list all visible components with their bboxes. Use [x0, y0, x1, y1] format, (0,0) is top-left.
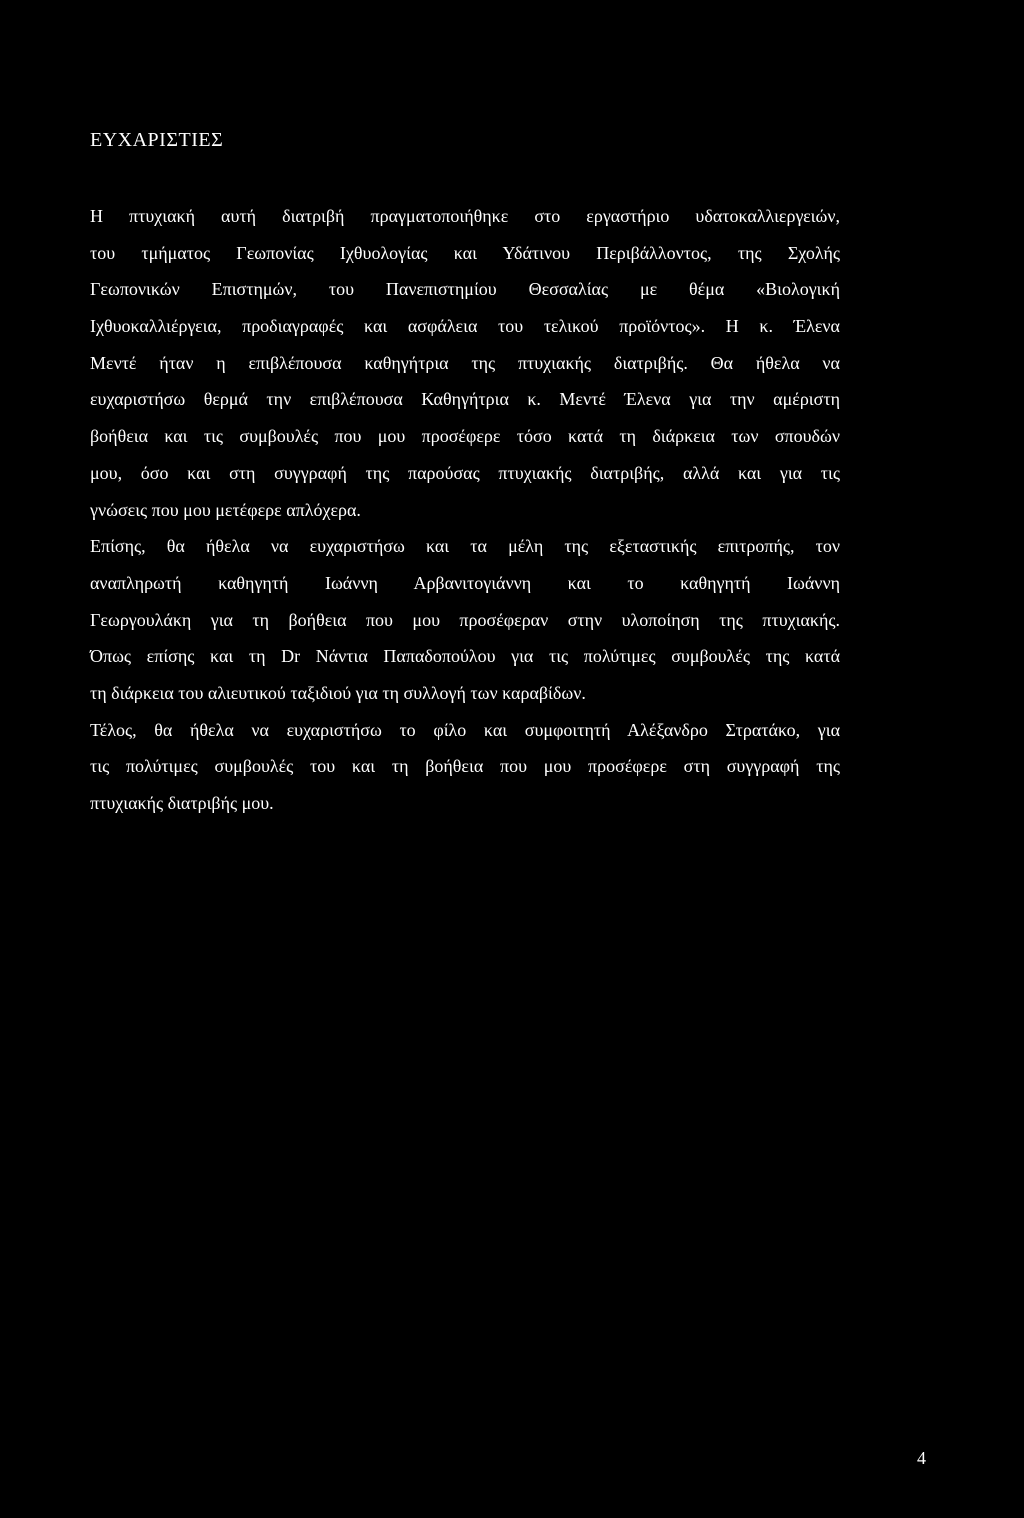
text-line: τη διάρκεια του αλιευτικού ταξιδιού για τη συλλογή των καραβίδων. [90, 682, 586, 703]
text-line: Η πτυχιακή αυτή διατριβή πραγματοποιήθηκε στο εργαστήριο υδατοκαλλιεργειών, [90, 206, 840, 226]
text-line: Όπως επίσης και τη Dr Νάντια Παπαδοπούλου για τις πολύτιμες συμβουλές της κατά [90, 646, 840, 667]
text-line: Επίσης, θα ήθελα να ευχαριστήσω και τα μέλη της εξεταστικής επιτροπής, τον [90, 536, 840, 557]
acknowledgements-body [90, 204, 840, 828]
page-number: 4 [917, 1448, 926, 1468]
text-line: Τέλος, θα ήθελα να ευχαριστήσω το φίλο και συμφοιτητή Αλέξανδρο Στρατάκο, για [90, 719, 840, 740]
text-line: Μεντέ ήταν η επιβλέπουσα καθηγήτρια της πτυχιακής διατριβής. Θα ήθελα να [90, 352, 840, 373]
text-line: Γεωργουλάκη για τη βοήθεια που μου προσέφεραν στην υλοποίηση της πτυχιακής. [90, 609, 840, 630]
text-line: Ιχθυοκαλλιέργεια, προδιαγραφές και ασφάλεια του τελικού προϊόντος». Η κ. Έλενα [90, 316, 840, 337]
text-line: τις πολύτιμες συμβουλές του και τη βοήθεια που μου προσέφερε στη συγγραφή της [90, 756, 840, 777]
text-line: του τμήματος Γεωπονίας Ιχθυολογίας και Υδάτινου Περιβάλλοντος, της Σχολής [90, 242, 840, 263]
page-title: ΕΥΧΑΡΙΣΤΙΕΣ [90, 129, 224, 151]
text-line: πτυχιακής διατριβής μου. [90, 793, 274, 813]
text-line: αναπληρωτή καθηγητή Ιωάννη Αρβανιτογιάννη και το καθηγητή Ιωάννη [90, 572, 840, 593]
text-line: Γεωπονικών Επιστημών, του Πανεπιστημίου Θεσσαλίας με θέμα «Βιολογική [90, 279, 840, 300]
text-line: ευχαριστήσω θερμά την επιβλέπουσα Καθηγήτρια κ. Μεντέ Έλενα για την αμέριστη [90, 389, 840, 410]
text-line: βοήθεια και τις συμβουλές που μου προσέφερε τόσο κατά τη διάρκεια των σπουδών [90, 426, 840, 447]
text-line: γνώσεις που μου μετέφερε απλόχερα. [90, 499, 361, 520]
text-line: μου, όσο και στη συγγραφή της παρούσας πτυχιακής διατριβής, αλλά και για τις [90, 462, 840, 483]
